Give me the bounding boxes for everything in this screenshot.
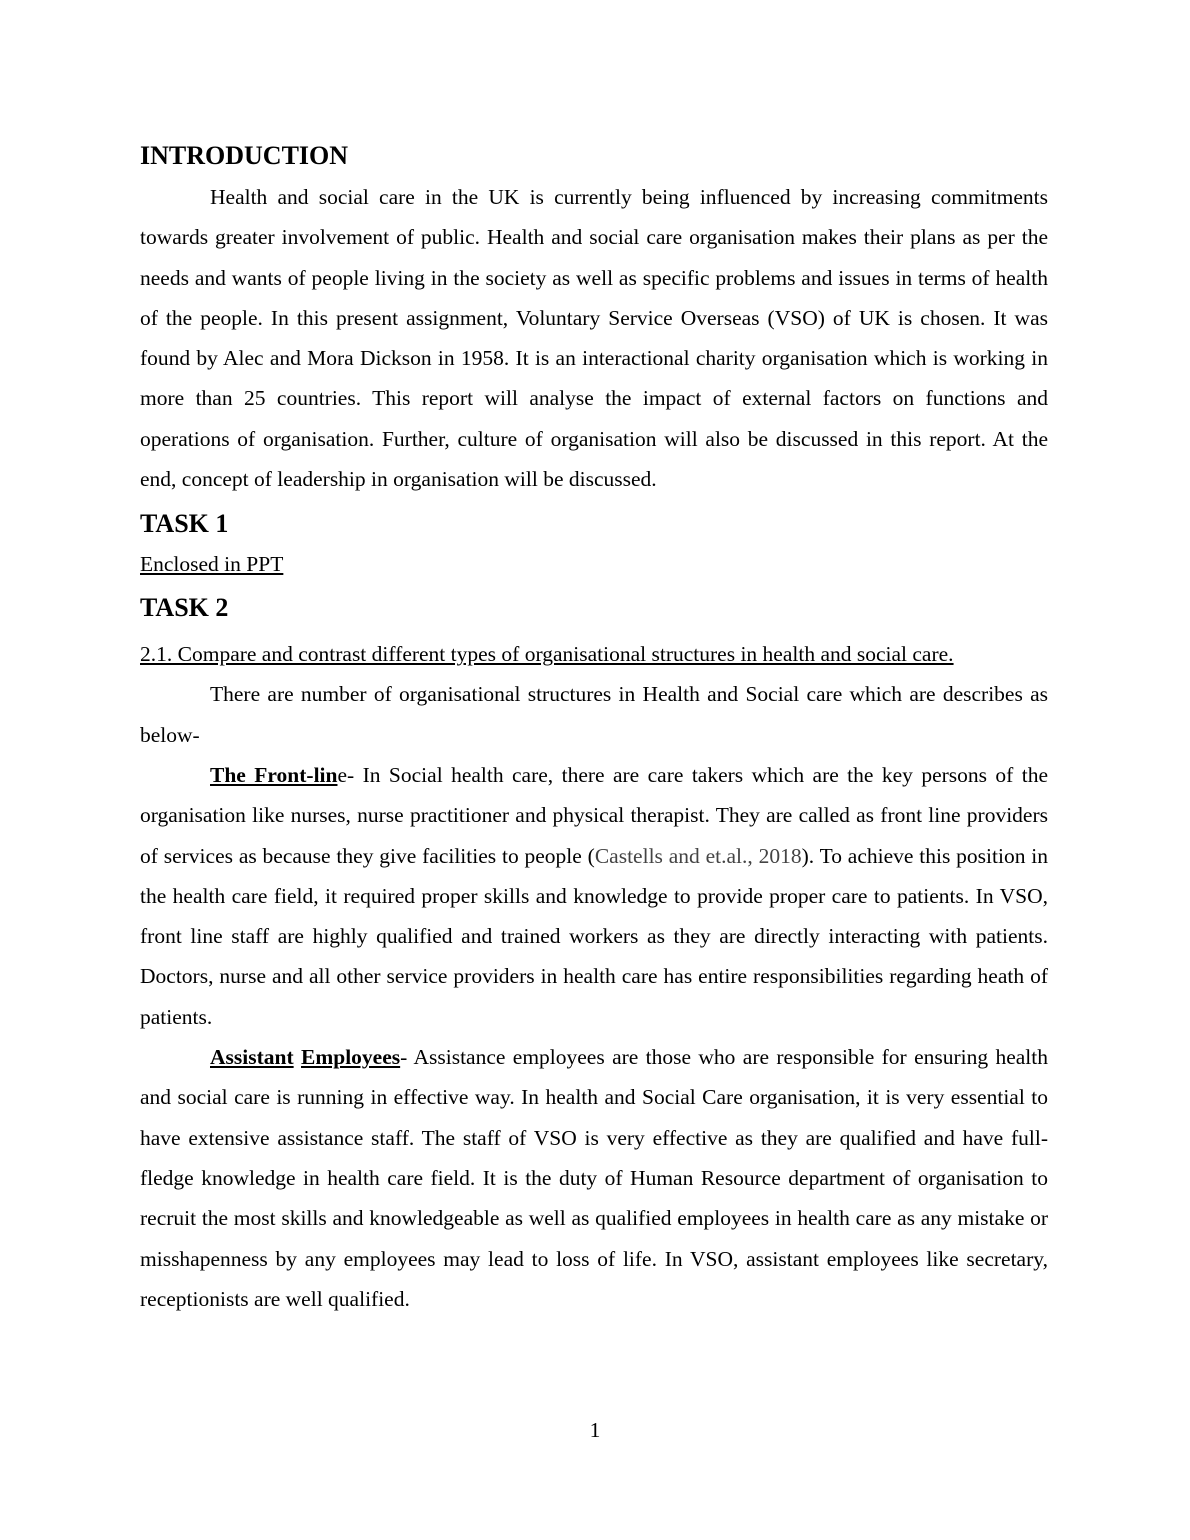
frontline-text-continued: ). To achieve this position in the health care field, it required proper skills and knowledge to provide proper care to patients. In VSO, front line staff are highly qualified and trained workers as they are directly interacting with patients. Doctors, nurse and all other service providers in health care has entire responsibilities regarding heath of patients.: [140, 843, 1049, 1029]
assistant-term: Assistant: [210, 1045, 294, 1070]
employees-term: Employees: [301, 1045, 401, 1070]
task1-enclosed-link[interactable]: Enclosed in PPT: [140, 552, 284, 577]
task1-heading: TASK 1: [140, 509, 229, 539]
task2-heading: TASK 2: [140, 593, 229, 623]
introduction-heading: INTRODUCTION: [140, 141, 349, 170]
frontline-paragraph: [140, 755, 1048, 1037]
page-number: 1: [589, 1418, 601, 1442]
structures-intro-paragraph: There are number of organisational structures in Health and Social care which are describes as below-: [140, 682, 1048, 747]
document-page: [140, 138, 1048, 1319]
introduction-paragraph: Health and social care in the UK is currently being influenced by increasing commitments towards greater involvement of public. Health and social care organisation makes their plans as per the needs and wants of people living in the society as well as specific problems and issues in terms of health of the people. In this present assignment, Voluntary Service Overseas (VSO) of UK is chosen. It was found by Alec and Mora Dickson in 1958. It is an interactional charity organisation which is working in more than 25 countries. This report will analyse the impact of external factors on functions and operations of organisation. Further, culture of organisation will also be discussed in this report. At the end, concept of leadership in organisation will be discussed.: [140, 185, 1048, 492]
frontline-citation: Castells and et.al., 2018: [594, 843, 802, 868]
frontline-term-tail: e: [337, 762, 348, 787]
frontline-term: The Front-lin: [210, 762, 338, 787]
assistant-employees-paragraph: [140, 1037, 1048, 1319]
assistant-text: - Assistance employees are those who are responsible for ensuring health and social care is running in effective way. In health and Social Care organisation, it is very essential to have extensive assistance staff. The staff of VSO is very effective as they are qualified and have full-fledge knowledge in health care field. It is the duty of Human Resource department of organisation to recruit the most skills and knowledgeable as well as qualified employees in health care as any mistake or misshapenness by any employees may lead to loss of life. In VSO, assistant employees like secretary, receptionists are well qualified.: [140, 1045, 1049, 1311]
frontline-text: - In Social health care, there are care takers which are the key persons of the organisation like nurses, nurse practitioner and physical therapist. They are called as front line providers of services as because they give facilities to people (: [140, 762, 1048, 868]
section-2-1-subheading: 2.1. Compare and contrast different types of organisational structures in health and social care.: [140, 642, 954, 667]
